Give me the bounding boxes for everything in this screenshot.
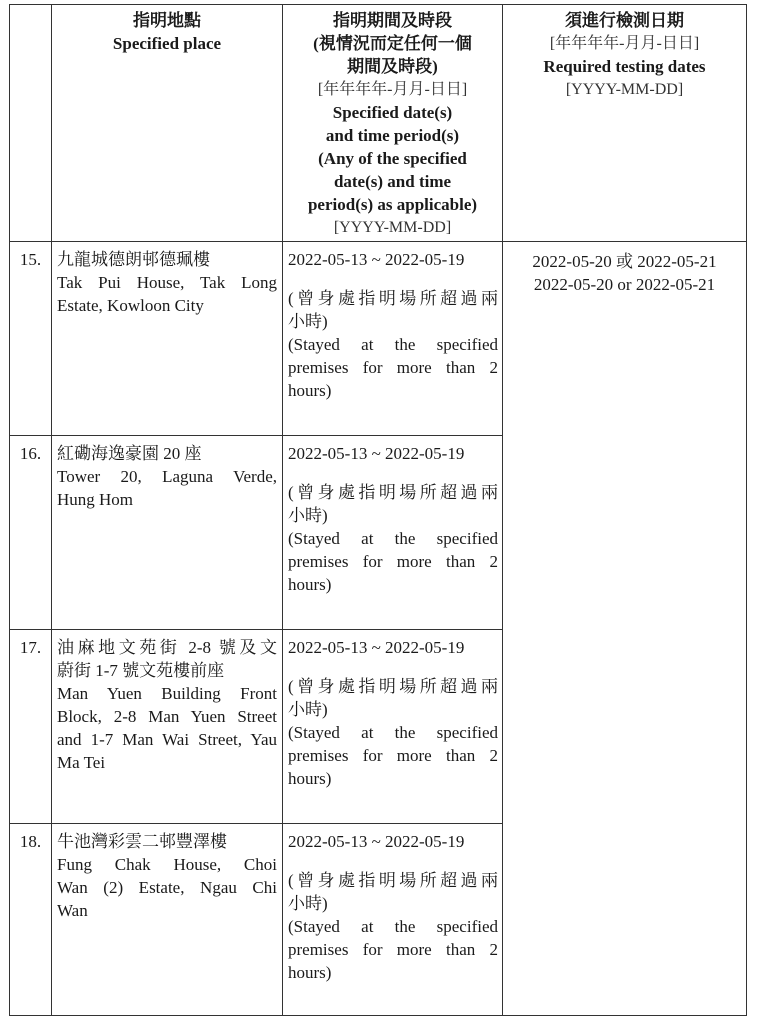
place-line: and 1-7 Man Wai Street, Yau — [57, 730, 277, 749]
note-en-3: hours) — [288, 963, 332, 982]
header-period-en-5: period(s) as applicable) — [307, 195, 478, 214]
note-en-3: hours) — [288, 769, 332, 788]
note-en-1: (Stayed at the specified — [288, 529, 498, 548]
note-zh-2: 小時) — [288, 700, 328, 719]
note-zh-1: (曾身處指明場所超過兩 — [288, 677, 498, 696]
header-period-en-4: date(s) and time — [333, 172, 452, 191]
testing-dates-zh: 2022-05-20 或 2022-05-21 — [532, 252, 717, 271]
note-en-3: hours) — [288, 575, 332, 594]
header-period-zh-3: 期間及時段) — [347, 57, 438, 76]
header-period-fmt-en: [YYYY-MM-DD] — [333, 219, 452, 236]
row-place — [52, 824, 283, 1016]
note-en-3: hours) — [288, 381, 332, 400]
row-place — [52, 436, 283, 630]
header-period-fmt-zh: [年年年年-月月-日日] — [317, 81, 468, 98]
row-place — [52, 242, 283, 436]
place-line: Wan (2) Estate, Ngau Chi — [57, 878, 277, 897]
header-testing-zh: 須進行檢測日期 — [565, 11, 684, 30]
place-line: 紅磡海逸豪園 20 座 — [57, 444, 202, 463]
note-zh-1: (曾身處指明場所超過兩 — [288, 289, 498, 308]
period-dates: 2022-05-13 ~ 2022-05-19 — [288, 832, 465, 851]
note-en-2: premises for more than 2 — [288, 940, 498, 959]
header-period-en-2: and time period(s) — [325, 126, 460, 145]
note-zh-2: 小時) — [288, 894, 328, 913]
row-number: 15. — [10, 242, 52, 436]
header-period-zh-2: (視情況而定任何一個 — [313, 34, 472, 53]
note-en-2: premises for more than 2 — [288, 746, 498, 765]
period-dates: 2022-05-13 ~ 2022-05-19 — [288, 250, 465, 269]
header-period-cell — [283, 5, 503, 242]
place-line: Tak Pui House, Tak Long — [57, 273, 277, 292]
note-en-1: (Stayed at the specified — [288, 335, 498, 354]
place-line: Tower 20, Laguna Verde, — [57, 467, 277, 486]
period-dates: 2022-05-13 ~ 2022-05-19 — [288, 444, 465, 463]
place-line: Block, 2-8 Man Yuen Street — [57, 707, 277, 726]
place-line: Man Yuen Building Front — [57, 684, 277, 703]
place-line: Estate, Kowloon City — [57, 296, 204, 315]
header-period-zh-1: 指明期間及時段 — [333, 11, 452, 30]
header-testing-fmt-zh: [年年年年-月月-日日] — [549, 35, 700, 52]
row-period — [283, 824, 503, 1016]
place-line: Fung Chak House, Choi — [57, 855, 277, 874]
header-period-en-1: Specified date(s) — [332, 103, 453, 122]
header-period-en-3: (Any of the specified — [318, 149, 467, 168]
place-line: 油麻地文苑街 2-8 號及文 — [57, 638, 277, 657]
header-place-en: Specified place — [112, 34, 222, 53]
specified-places-table — [9, 4, 747, 1016]
header-number-cell — [10, 5, 52, 242]
note-zh-1: (曾身處指明場所超過兩 — [288, 871, 498, 890]
testing-dates-cell — [503, 242, 747, 1016]
place-line: 蔚街 1-7 號文苑樓前座 — [57, 661, 225, 680]
note-en-2: premises for more than 2 — [288, 552, 498, 571]
row-number: 16. — [10, 436, 52, 630]
header-place-cell — [52, 5, 283, 242]
row-number: 17. — [10, 630, 52, 824]
note-zh-1: (曾身處指明場所超過兩 — [288, 483, 498, 502]
row-place — [52, 630, 283, 824]
period-dates: 2022-05-13 ~ 2022-05-19 — [288, 638, 465, 657]
note-en-1: (Stayed at the specified — [288, 723, 498, 742]
table-row — [10, 242, 747, 436]
header-testing-en: Required testing dates — [543, 57, 706, 76]
place-line: Hung Hom — [57, 490, 134, 509]
header-testing-fmt-en: [YYYY-MM-DD] — [565, 81, 684, 98]
header-testing-cell — [503, 5, 747, 242]
note-en-2: premises for more than 2 — [288, 358, 498, 377]
row-period — [283, 242, 503, 436]
row-period — [283, 630, 503, 824]
row-number: 18. — [10, 824, 52, 1016]
place-line: Wan — [57, 901, 88, 920]
note-zh-2: 小時) — [288, 506, 328, 525]
note-en-1: (Stayed at the specified — [288, 917, 498, 936]
note-zh-2: 小時) — [288, 312, 328, 331]
testing-dates-en: 2022-05-20 or 2022-05-21 — [533, 275, 716, 294]
row-period — [283, 436, 503, 630]
place-line: Ma Tei — [57, 753, 106, 772]
header-place-zh: 指明地點 — [133, 11, 201, 30]
table-header-row — [10, 5, 747, 242]
place-line: 九龍城德朗邨德珮樓 — [57, 250, 210, 269]
place-line: 牛池灣彩雲二邨豐澤樓 — [57, 832, 227, 851]
